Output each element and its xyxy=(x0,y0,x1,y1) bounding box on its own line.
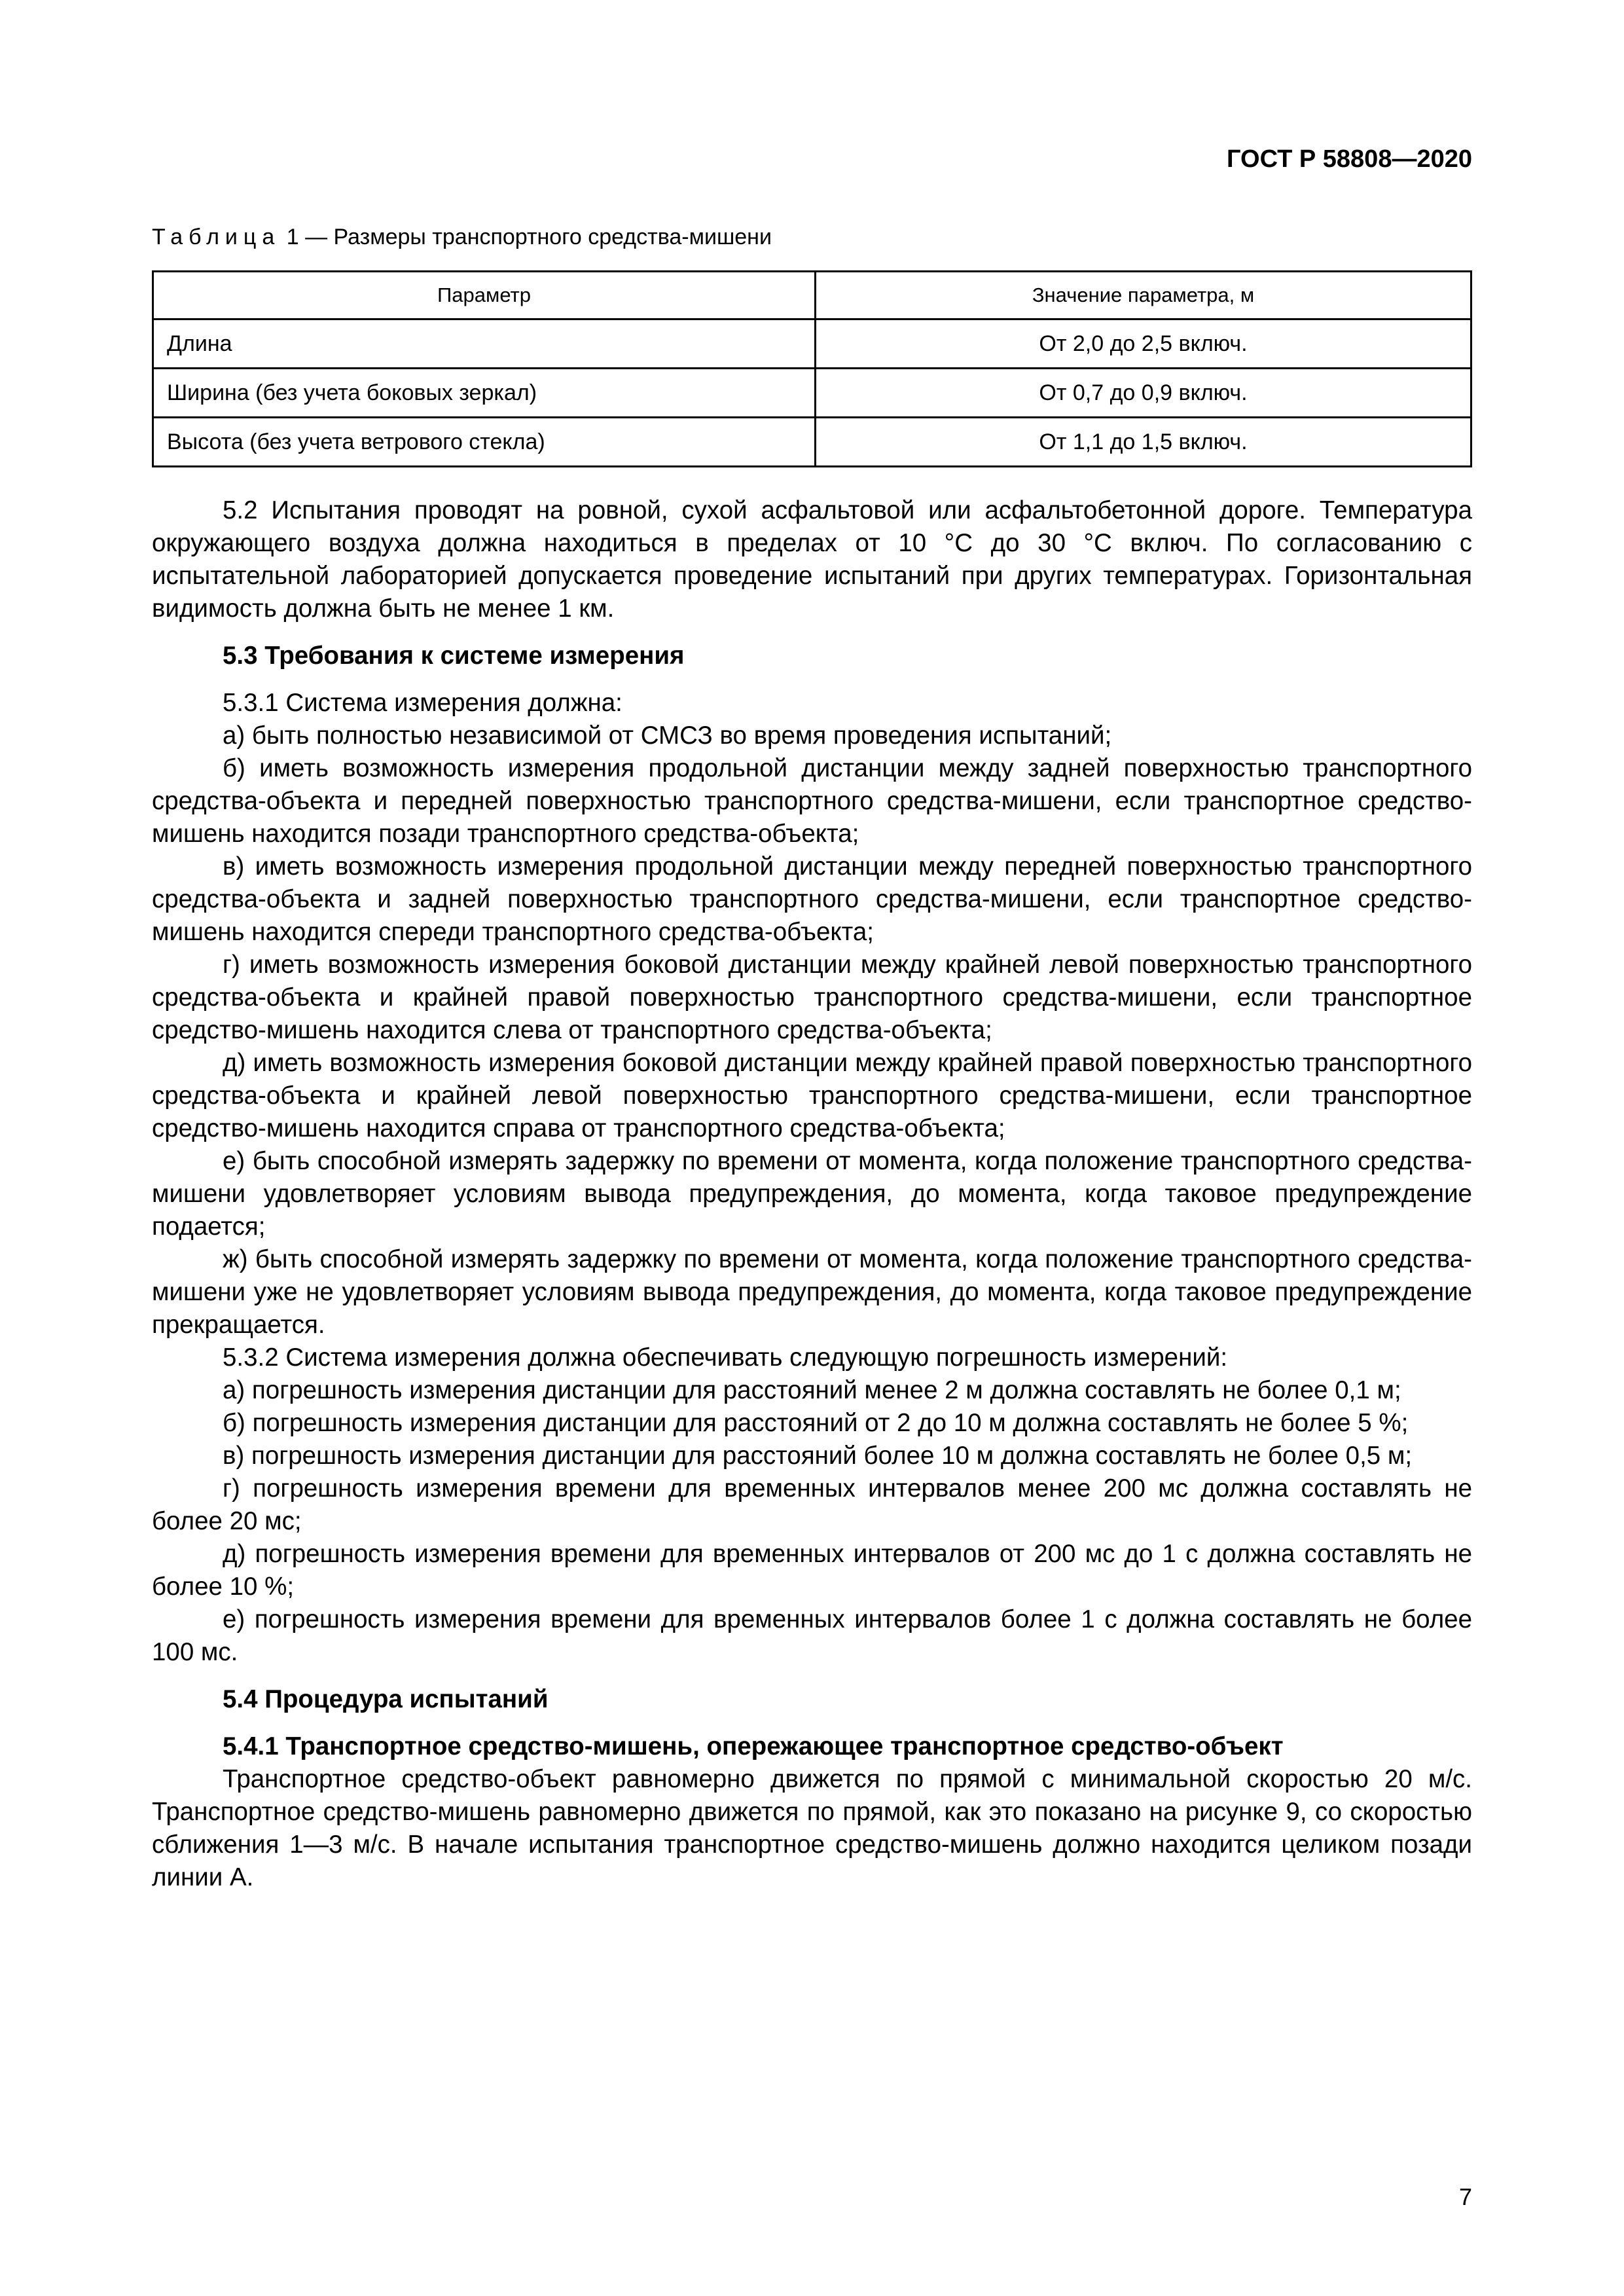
table-cell-value: От 0,7 до 0,9 включ. xyxy=(816,369,1471,418)
section-heading-5-4: 5.4 Процедура испытаний xyxy=(223,1685,549,1713)
table-caption-text: 1 — Размеры транспортного средства-мишени xyxy=(280,225,772,249)
paragraph-5-3-2: 5.3.2 Система измерения должна обеспечивать следующую погрешность измерений: xyxy=(223,1343,1228,1372)
list-item-5-3-1-a: а) быть полностью независимой от СМСЗ во время проведения испытаний; xyxy=(223,721,1112,750)
table-cell-parameter: Высота (без учета ветрового стекла) xyxy=(153,418,816,467)
list-item-5-3-1-e: е) быть способной измерять задержку по времени от момента, когда положение транспортного средства-мишени удовлетворяет условиям вывода предупреждения, до момента, когда таковое предупреждение подается; xyxy=(152,1147,1472,1241)
paragraph-5-2: 5.2 Испытания проводят на ровной, сухой асфальтовой или асфальтобетонной дороге. Температура окружающего воздуха должна находиться в пределах от 10 °С до 30 °С включ. По согласованию с испытательной лабораторией допускается проведение испытаний при других температурах. Горизонтальная видимость должна быть не менее 1 км. xyxy=(152,496,1472,623)
paragraph-5-4-1: Транспортное средство-объект равномерно движется по прямой с минимальной скоростью 20 м/с. Транспортное средство-мишень равномерно движется по прямой, как это показано на рисунке 9, со скоростью сближения 1—3 м/с. В начале испытания транспортное средство-мишень должно находится целиком позади линии А. xyxy=(152,1765,1472,1891)
table-column-header: Параметр xyxy=(153,272,816,319)
table-row xyxy=(153,418,1471,467)
section-heading-5-3: 5.3 Требования к системе измерения xyxy=(223,642,685,670)
document-body xyxy=(152,494,1472,1894)
list-item-5-3-2-g: г) погрешность измерения времени для временных интервалов менее 200 мс должна составлять не более 20 мс; xyxy=(152,1474,1472,1535)
list-item-5-3-2-d: д) погрешность измерения времени для временных интервалов от 200 мс до 1 с должна составлять не более 10 %; xyxy=(152,1540,1472,1601)
list-item-5-3-2-v: в) погрешность измерения дистанции для расстояний более 10 м должна составлять не более 0,5 м; xyxy=(223,1442,1413,1470)
list-item-5-3-1-v: в) иметь возможность измерения продольной дистанции между передней поверхностью транспортного средства-объекта и задней поверхностью транспортного средства-мишени, если транспортное средство-мишень находится спереди транспортного средства-объекта; xyxy=(152,852,1472,946)
list-item-5-3-2-e: е) погрешность измерения времени для временных интервалов более 1 с должна составлять не более 100 мс. xyxy=(152,1605,1472,1666)
vehicle-dimensions-table xyxy=(152,270,1472,467)
table-row xyxy=(153,369,1471,418)
table-row xyxy=(153,319,1471,369)
paragraph-5-3-1: 5.3.1 Система измерения должна: xyxy=(223,689,623,717)
table-header-row xyxy=(153,272,1471,319)
list-item-5-3-1-b: б) иметь возможность измерения продольной дистанции между задней поверхностью транспортного средства-объекта и передней поверхностью транспортного средства-мишени, если транспортное средство-мишень находится позади транспортного средства-объекта; xyxy=(152,754,1472,848)
list-item-5-3-2-a: а) погрешность измерения дистанции для расстояний менее 2 м должна составлять не более 0,1 м; xyxy=(223,1376,1401,1404)
list-item-5-3-1-zh: ж) быть способной измерять задержку по времени от момента, когда положение транспортного средства-мишени уже не удовлетворяет условиям вывода предупреждения, до момента, когда таковое предупреждение прекращается. xyxy=(152,1245,1472,1339)
table-caption xyxy=(152,225,772,250)
table-caption-label: Таблица xyxy=(152,225,281,249)
list-item-5-3-2-b: б) погрешность измерения дистанции для расстояний от 2 до 10 м должна составлять не более 5 %; xyxy=(223,1409,1409,1437)
table-column-header: Значение параметра, м xyxy=(816,272,1471,319)
table-cell-value: От 1,1 до 1,5 включ. xyxy=(816,418,1471,467)
table-cell-parameter: Ширина (без учета боковых зеркал) xyxy=(153,369,816,418)
table-cell-value: От 2,0 до 2,5 включ. xyxy=(816,319,1471,369)
page-number: 7 xyxy=(1458,2183,1472,2210)
table-cell-parameter: Длина xyxy=(153,319,816,369)
standard-code-header: ГОСТ Р 58808—2020 xyxy=(1227,145,1472,173)
list-item-5-3-1-d: д) иметь возможность измерения боковой дистанции между крайней правой поверхностью транспортного средства-объекта и крайней левой поверхностью транспортного средства-мишени, если транспортное средство-мишень находится справа от транспортного средства-объекта; xyxy=(152,1049,1472,1142)
section-heading-5-4-1: 5.4.1 Транспортное средство-мишень, опережающее транспортное средство-объект xyxy=(223,1732,1284,1760)
list-item-5-3-1-g: г) иметь возможность измерения боковой дистанции между крайней левой поверхностью транспортного средства-объекта и крайней правой поверхностью транспортного средства-мишени, если транспортное средство-мишень находится слева от транспортного средства-объекта; xyxy=(152,951,1472,1044)
